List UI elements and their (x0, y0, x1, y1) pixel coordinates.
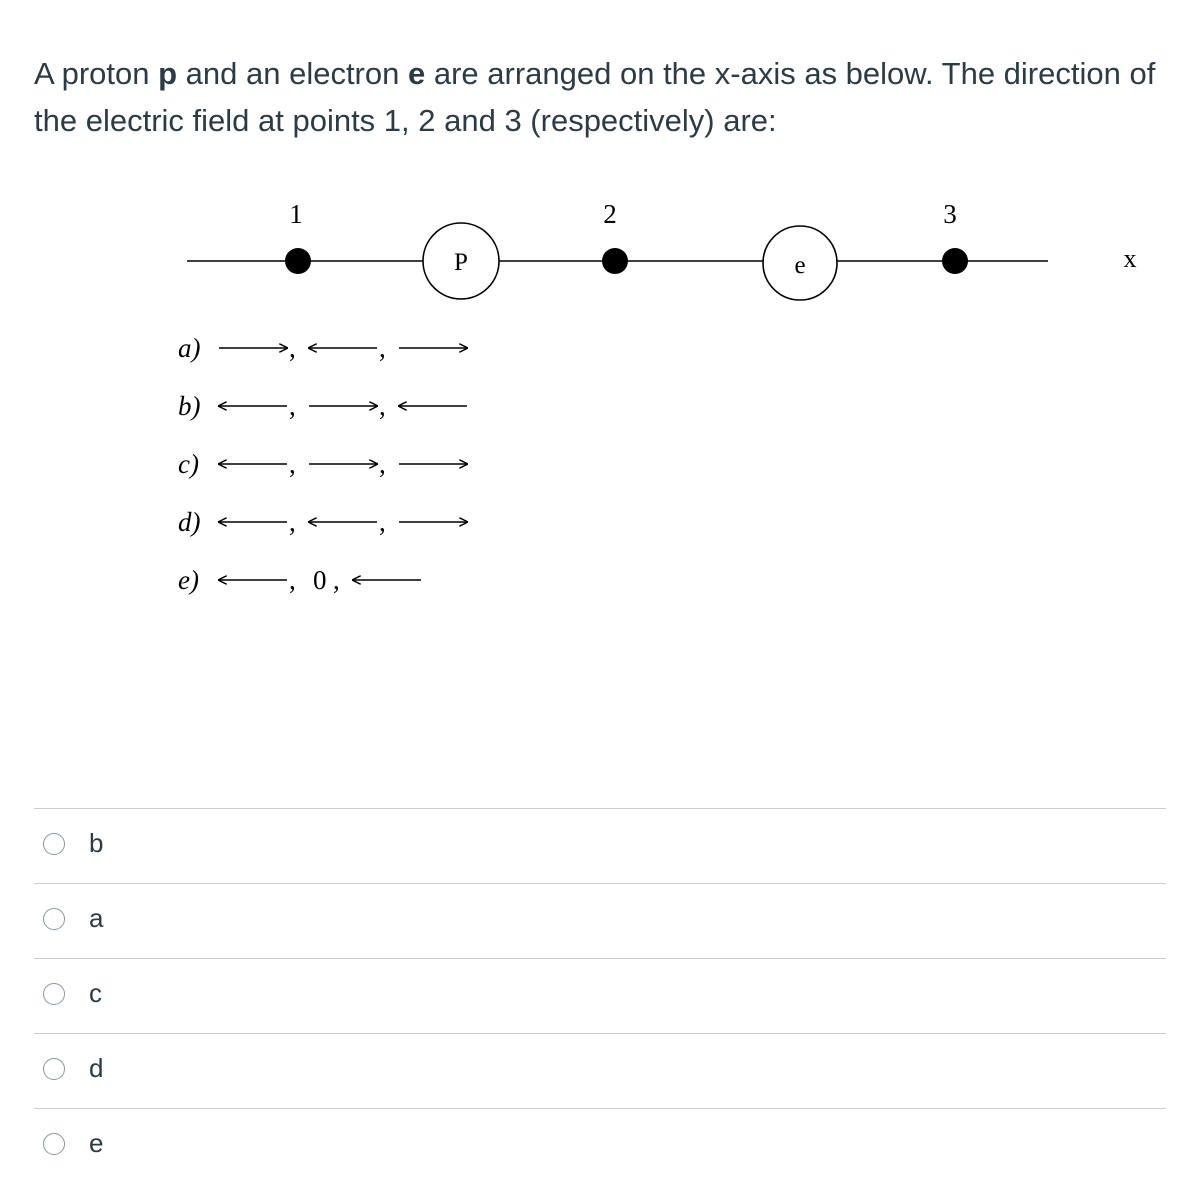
point-3-label: 3 (943, 199, 957, 229)
electron-label: e (794, 252, 806, 279)
radio-button[interactable] (43, 833, 65, 855)
comma-separator: , (289, 507, 296, 537)
choice-label: d) (178, 507, 201, 537)
point-3-dot (942, 248, 968, 274)
answer-choices-figure (178, 333, 467, 595)
comma-separator: , (333, 565, 340, 595)
answer-label: e (89, 1128, 104, 1158)
answer-option-d[interactable] (34, 1033, 1166, 1108)
answer-list (34, 808, 1166, 1184)
electron-symbol: e (407, 56, 426, 91)
choice-label: e) (178, 565, 199, 595)
answer-label: d (89, 1053, 104, 1083)
point-2-dot (602, 248, 628, 274)
choice-label: b) (178, 391, 201, 421)
radio-button[interactable] (43, 1133, 65, 1155)
comma-separator: , (289, 391, 296, 421)
axis-label: x (1123, 244, 1137, 273)
question-part2: and an electron (177, 56, 408, 91)
point-2-label: 2 (603, 199, 617, 229)
answer-label: b (89, 828, 104, 858)
question-part3: are arranged on the x-axis as below. The direction of the electric field at points 1, 2 and 3 (respectively) are: (34, 56, 1156, 138)
comma-separator: , (289, 449, 296, 479)
comma-separator: , (379, 391, 386, 421)
comma-separator: , (379, 449, 386, 479)
comma-separator: , (379, 507, 386, 537)
point-1-dot (285, 248, 311, 274)
radio-button[interactable] (43, 1058, 65, 1080)
proton-label: P (454, 249, 468, 276)
question-part1: A proton (34, 56, 159, 91)
answer-label: c (89, 978, 102, 1008)
radio-button[interactable] (43, 983, 65, 1005)
comma-separator: , (379, 333, 386, 363)
choice-label: a) (178, 333, 201, 363)
answer-option-a[interactable] (34, 883, 1166, 958)
point-1-label: 1 (289, 199, 303, 229)
answer-option-e[interactable] (34, 1108, 1166, 1184)
zero-field-mark: 0 (313, 565, 327, 595)
answer-option-b[interactable] (34, 808, 1166, 883)
choice-label: c) (178, 449, 199, 479)
comma-separator: , (289, 333, 296, 363)
radio-button[interactable] (43, 908, 65, 930)
answer-label: a (89, 903, 104, 933)
answer-option-c[interactable] (34, 958, 1166, 1033)
comma-separator: , (289, 565, 296, 595)
proton-symbol: p (158, 56, 178, 91)
